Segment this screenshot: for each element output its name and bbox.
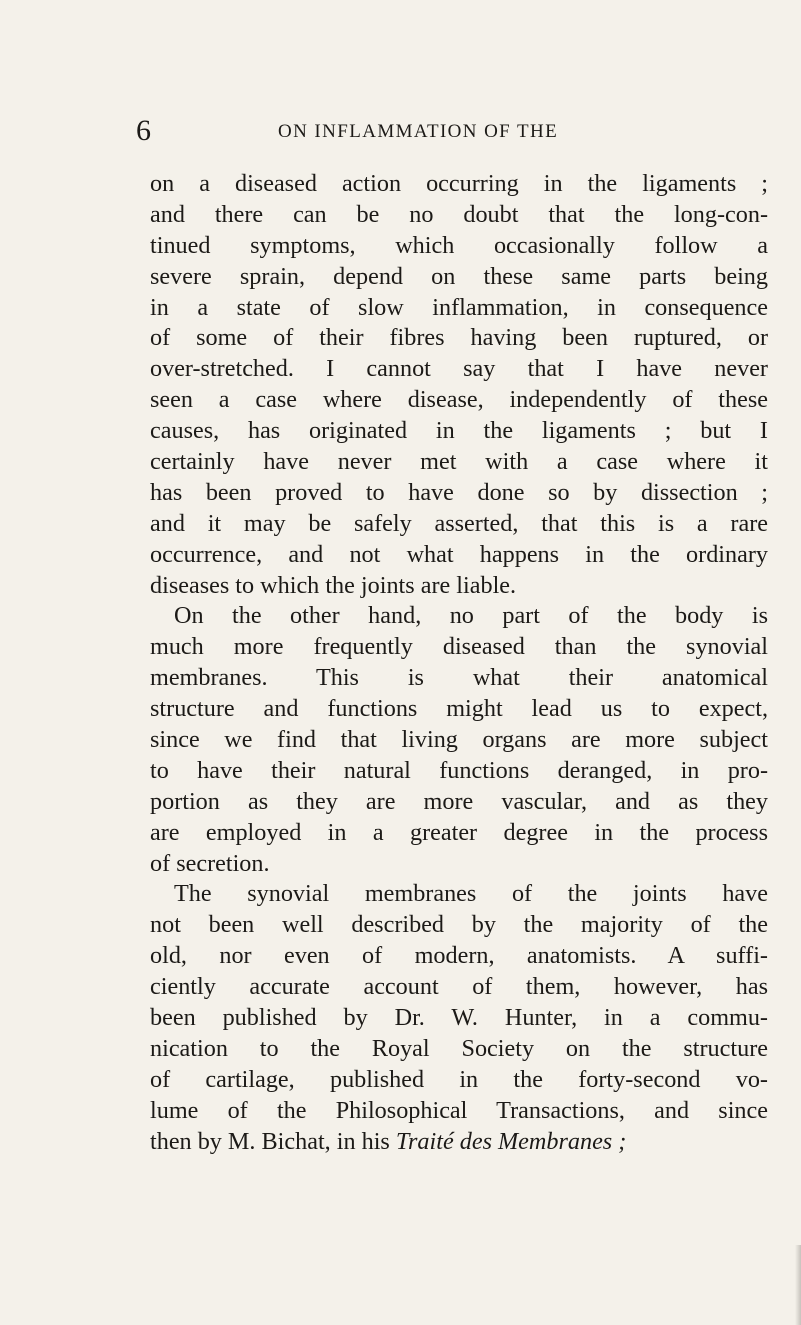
text-line: over-stretched. I cannot say that I have never (150, 355, 768, 383)
text-line: and it may be safely asserted, that this is a rare (150, 509, 768, 537)
text-line: severe sprain, depend on these same parts being (150, 262, 768, 290)
text-line: of some of their fibres having been ruptured, or (150, 324, 768, 352)
text-line: tinued symptoms, which occasionally follow a (150, 231, 768, 259)
running-title: ON INFLAMMATION OF THE (278, 121, 559, 142)
text-line: of secretion. (150, 849, 270, 877)
text-line: certainly have never met with a case where it (150, 448, 768, 476)
text-line: old, nor even of modern, anatomists. A suffi- (150, 942, 768, 970)
text-line: not been well described by the majority of the (150, 911, 768, 939)
text-line: to have their natural functions deranged, in pro- (150, 756, 768, 784)
text-line: On the other hand, no part of the body is (174, 602, 768, 630)
text-line: and there can be no doubt that the long-con- (150, 200, 768, 228)
text-line: in a state of slow inflammation, in consequence (150, 293, 768, 321)
book-title-italic: Traité des Membranes ; (395, 1127, 627, 1155)
text-line: structure and functions might lead us to expect, (150, 695, 768, 723)
text-line: diseases to which the joints are liable. (150, 571, 517, 599)
page-number: 6 (136, 114, 151, 147)
text-line: of cartilage, published in the forty-second vo- (150, 1065, 768, 1093)
text-line: portion as they are more vascular, and as they (150, 787, 768, 815)
text-line: occurrence, and not what happens in the ordinary (150, 540, 768, 568)
text-line (150, 1127, 768, 1158)
text-line: are employed in a greater degree in the process (150, 818, 768, 846)
text-line: The synovial membranes of the joints have (174, 880, 768, 908)
text-line: ciently accurate account of them, however, has (150, 973, 768, 1001)
text-line: has been proved to have done so by dissection ; (150, 478, 768, 506)
body-text (150, 169, 768, 1158)
text-line: much more frequently diseased than the synovial (150, 633, 768, 661)
text-line: membranes. This is what their anatomical (150, 664, 768, 692)
page-edge-shadow (795, 1245, 801, 1325)
text-line: nication to the Royal Society on the structure (150, 1034, 768, 1062)
text-line: on a diseased action occurring in the ligaments ; (150, 170, 768, 197)
text-line: been published by Dr. W. Hunter, in a commu- (150, 1004, 768, 1032)
text-line: seen a case where disease, independently of these (150, 386, 768, 414)
running-head (136, 114, 768, 148)
text-line-plain: then by M. Bichat, in his (150, 1127, 396, 1155)
text-line: lume of the Philosophical Transactions, and since (150, 1096, 768, 1124)
text-line: since we find that living organs are more subject (150, 726, 768, 754)
text-line: causes, has originated in the ligaments ; but I (150, 417, 768, 445)
